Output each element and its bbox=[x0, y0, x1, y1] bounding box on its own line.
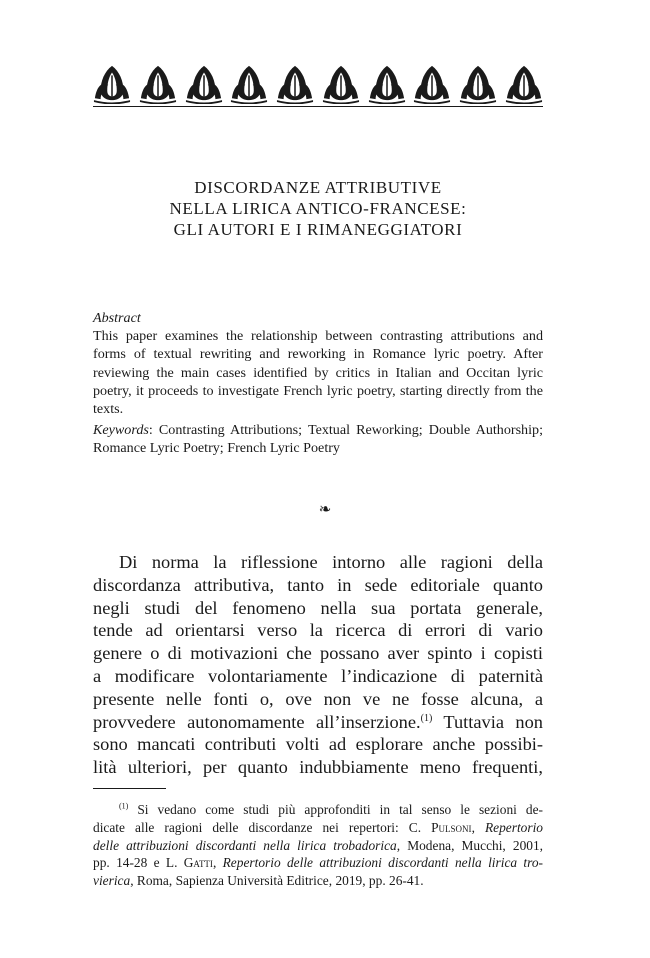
ornament-rule bbox=[93, 106, 543, 107]
body-line-part: Tuttavia non bbox=[432, 711, 543, 732]
body-line: genere o di motivazioni che possano aver spinto i copisti bbox=[93, 643, 543, 664]
lotus-ornament-icon bbox=[93, 62, 131, 104]
footnote-text: , bbox=[471, 819, 485, 835]
body-line: sono mancati contributi volti ad esplorare anche possibi- bbox=[93, 734, 543, 755]
title-line: DISCORDANZE ATTRIBUTIVE bbox=[194, 178, 442, 197]
footnote bbox=[93, 801, 543, 890]
footnote-line bbox=[93, 872, 543, 890]
keywords bbox=[93, 421, 543, 457]
footnote-text: , bbox=[212, 855, 223, 871]
work-title: delle attribuzioni discordanti nella lirica trobadorica bbox=[93, 837, 397, 853]
body-paragraph bbox=[93, 551, 543, 779]
body-line bbox=[93, 711, 543, 734]
body-line: lità ulteriori, per quanto indubbiamente meno frequenti, bbox=[93, 757, 543, 778]
footnote-text: Si vedano come studi più approfonditi in tal senso le sezioni de- bbox=[128, 802, 543, 817]
title-line: GLI AUTORI E I RIMANEGGIATORI bbox=[173, 220, 463, 239]
body-line: tende ad orientarsi verso la ricerca di errori di vario bbox=[93, 620, 543, 641]
body-line: presente nelle fonti o, ove non ve ne fosse alcuna, a bbox=[93, 688, 543, 709]
footnote-text: , Modena, Mucchi, 2001, bbox=[396, 837, 543, 853]
body-line: Di norma la riflessione intorno alle ragioni della bbox=[119, 552, 543, 572]
body-line: a modificare volontariamente l’indicazione di paternità bbox=[93, 665, 543, 686]
work-title: Repertorio delle attribuzioni discordanti nella lirica tro- bbox=[222, 855, 544, 871]
keywords-label: Keywords bbox=[93, 422, 149, 439]
lotus-ornament-icon bbox=[368, 62, 406, 104]
body-line-part: provvedere autonomamente all’inserzione. bbox=[93, 711, 421, 732]
lotus-ornament-icon bbox=[413, 62, 451, 104]
abstract-section bbox=[93, 309, 543, 458]
footnote-marker: (1) bbox=[119, 801, 129, 811]
footnote-ref[interactable]: (1) bbox=[420, 712, 433, 724]
footnote-rule bbox=[93, 788, 166, 789]
footnote-text: , Roma, Sapienza Università Editrice, 2019, pp. 26-41. bbox=[130, 873, 424, 889]
body-line: negli studi del fenomeno nella sua portata generale, bbox=[93, 597, 543, 618]
footnote-line bbox=[93, 837, 543, 855]
lotus-ornament-icon bbox=[276, 62, 314, 104]
fleuron-icon: ❧ bbox=[318, 500, 332, 518]
footnote-line bbox=[93, 819, 543, 837]
lotus-ornament-icon bbox=[505, 62, 543, 104]
footnote-line bbox=[93, 801, 543, 819]
article-title bbox=[93, 177, 543, 240]
footnote-line bbox=[93, 854, 543, 872]
lotus-ornament-icon bbox=[230, 62, 268, 104]
title-line: NELLA LIRICA ANTICO-FRANCESE: bbox=[169, 199, 467, 218]
keywords-list: : Contrasting Attributions; Textual Reworking; Double Authorship; Romance Lyric Poetry; French Lyric Poetry bbox=[93, 422, 543, 457]
body-line: discordanza attributiva, tanto in sede editoriale quanto bbox=[93, 574, 543, 595]
work-title: vierica bbox=[93, 873, 131, 889]
lotus-ornament-icon bbox=[459, 62, 497, 104]
footnote-text: dicate alle ragioni delle discordanze nei repertori: C. bbox=[93, 819, 432, 835]
work-title: Repertorio bbox=[484, 819, 543, 835]
ornament-row bbox=[93, 60, 543, 104]
lotus-ornament-icon bbox=[185, 62, 223, 104]
author-name: Pulsoni bbox=[431, 819, 472, 835]
abstract-text: This paper examines the relationship between contrasting attributions and forms of textual rewriting and reworking in Romance lyric poetry. After reviewing the main cases identified by critics in Italian and Occitan lyric poetry, it proceeds to investigate French lyric poetry, starting directly from the texts. bbox=[93, 328, 543, 418]
footnote-text: pp. 14-28 e L. bbox=[93, 855, 184, 871]
lotus-ornament-icon bbox=[139, 62, 177, 104]
abstract-heading: Abstract bbox=[93, 310, 141, 326]
author-name: Gatti bbox=[183, 855, 213, 871]
lotus-ornament-icon bbox=[322, 62, 360, 104]
